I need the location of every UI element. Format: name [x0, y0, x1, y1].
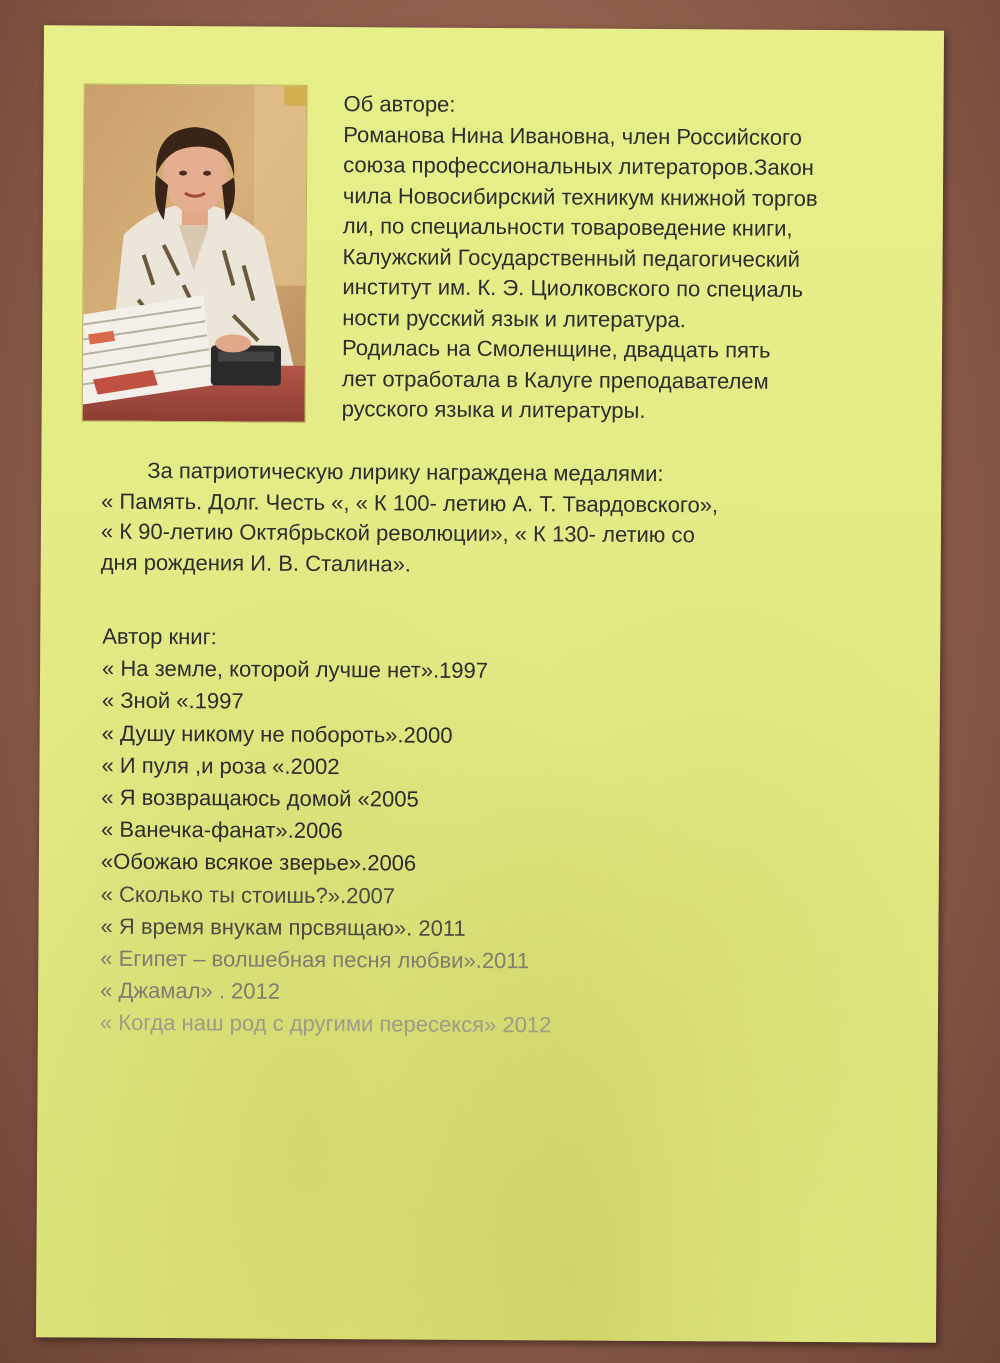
- about-line: ности русский язык и литература.: [342, 304, 687, 332]
- about-line: ли, по специальности товароведение книги,: [342, 213, 793, 241]
- about-heading: Об авторе:: [343, 91, 456, 117]
- medals-line: « Память. Долг. Честь «, « К 100- летию А. Т. Твардовского»,: [101, 488, 719, 517]
- book-item: «Обожаю всякое зверье».2006: [100, 849, 417, 876]
- about-line: Калужский Государственный педагогический: [342, 243, 801, 272]
- about-line: Романова Нина Ивановна, член Российского: [343, 121, 802, 150]
- about-line: русского языка и литературы.: [341, 396, 646, 423]
- medals-line: дня рождения И. В. Сталина».: [100, 549, 412, 577]
- author-photo: [82, 84, 308, 423]
- medals-block: [101, 456, 922, 583]
- medals-intro: За патриотическую лирику награждена медалями:: [147, 457, 664, 487]
- book-back-cover: [36, 25, 944, 1342]
- book-item: « И пуля ,и роза «.2002: [101, 752, 340, 779]
- about-line: чила Новосибирский техникум книжной торгов: [342, 182, 818, 211]
- about-author-block: [342, 89, 924, 428]
- about-line: лет отработала в Калуге преподавателем: [341, 365, 769, 394]
- book-item: « Я время внукам прсвящаю». 2011: [100, 913, 466, 941]
- book-item: « Сколько ты стоишь?».2007: [100, 881, 396, 909]
- book-item: « Египет – волшебная песня любви».2011: [100, 945, 530, 974]
- book-item: « На земле, которой лучше нет».1997: [102, 655, 489, 684]
- book-item: « Джамал» . 2012: [100, 977, 281, 1004]
- medals-line: « К 90-летию Октябрьской революции», « К 130- летию со: [100, 518, 696, 548]
- book-item: « Когда наш род с другими пересекся» 2012: [99, 1010, 552, 1038]
- book-item: « Я возвращаюсь домой «2005: [101, 784, 419, 812]
- about-line: Родилась на Смоленщине, двадцать пять: [341, 335, 771, 363]
- book-item: « Душу никому не побороть».2000: [101, 720, 453, 748]
- about-line: институт им. К. Э. Циолковского по специаль: [342, 274, 804, 302]
- books-heading: Автор книг:: [102, 623, 217, 650]
- book-item: « Зной «.1997: [101, 688, 244, 714]
- books-list: [100, 621, 923, 1045]
- about-line: союза профессиональных литераторов.Закон: [343, 152, 814, 180]
- book-item: « Ванечка-фанат».2006: [101, 816, 343, 844]
- author-portrait-icon: [83, 85, 307, 422]
